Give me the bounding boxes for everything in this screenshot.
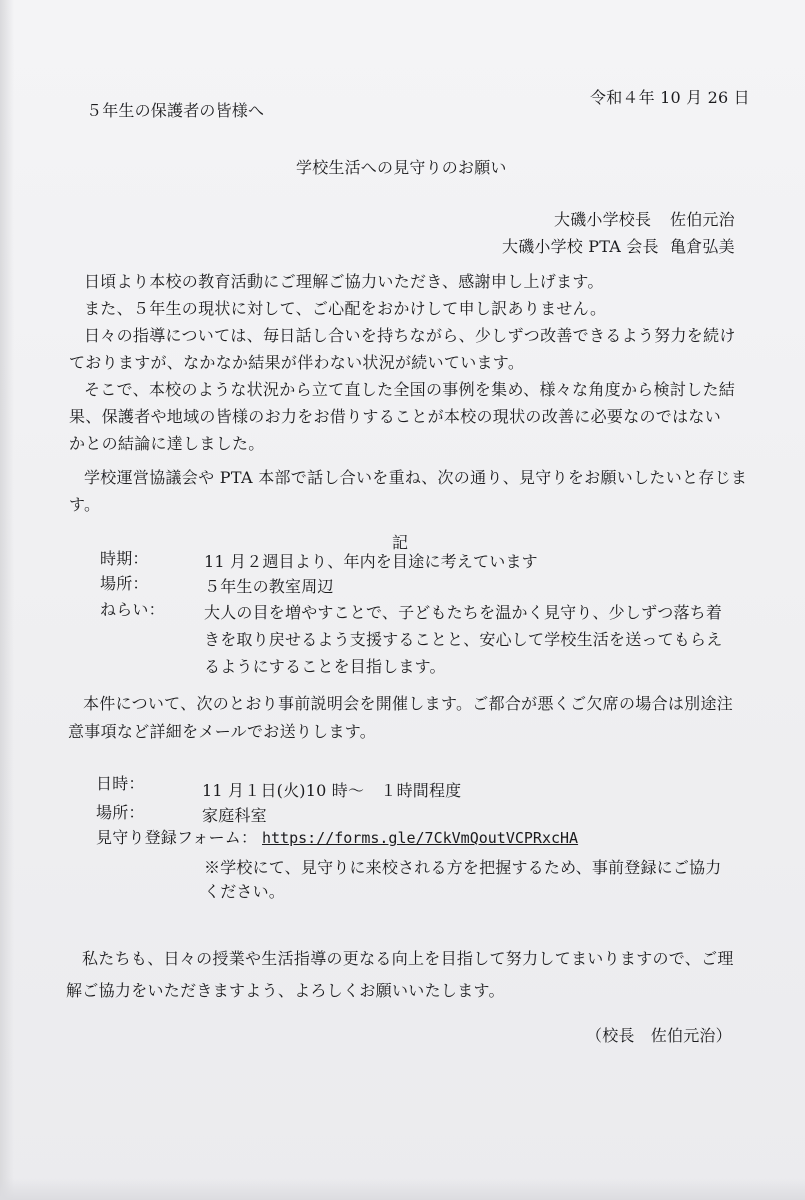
sender-principal-role: 大磯小学校長 [554,210,652,229]
aim-label: ねらい： [100,600,165,619]
briefing-place-value: 家庭科室 [202,806,267,825]
briefing-place-label: 場所： [96,803,145,822]
briefing-line: 意事項など詳細をメールでお送りします。 [68,722,377,741]
intro-line: かとの結論に達しました。 [69,434,265,453]
ki-heading: 記 [392,533,409,552]
datetime-label: 日時： [96,774,145,793]
place-label: 場所： [100,574,149,593]
aim-line: きを取り戻せるよう支援することと、安心して学校生活を送ってもらえ [204,630,723,649]
sender-principal-name: 佐伯元治 [670,210,735,229]
closing-line: 解ご協力をいただきますよう、よろしくお願いいたします。 [66,981,505,1000]
sender-pta-name: 亀倉弘美 [670,237,735,256]
issue-date: 令和４年 10 月 26 日 [590,88,750,107]
paper-shadow-left [0,0,14,1200]
intro-line: 学校運営協議会や PTA 本部で話し合いを重ね、次の通り、見守りをお願いしたいと存じま [84,468,748,487]
form-label: 見守り登録フォーム： [96,828,258,847]
closing-line: 私たちも、日々の授業や生活指導の更なる向上を目指して努力してまいりますので、ご理 [82,949,734,968]
datetime-value: 11 月１日(火)10 時～ １時間程度 [202,781,462,800]
form-note-line: ください。 [204,882,286,901]
intro-line: また、５年生の現状に対して、ご心配をおかけして申し訳ありません。 [84,299,607,318]
period-label: 時期： [100,549,149,568]
intro-line: 日頃より本校の教育活動にご理解ご協力いただき、感謝申し上げます。 [84,272,604,291]
paper-shadow-bottom [0,1178,805,1200]
form-note-line: ※学校にて、見守りに来校される方を把握するため、事前登録にご協力 [204,858,722,877]
aim-line: 大人の目を増やすことで、子どもたちを温かく見守り、少しずつ落ち着 [204,603,723,622]
intro-line: そこで、本校のような状況から立て直した全国の事例を集め、様々な角度から検討した結 [84,380,736,399]
intro-line: 日々の指導については、毎日話し合いを持ちながら、少しずつ改善できるよう努力を続け [84,326,736,345]
place-value: ５年生の教室周辺 [204,577,334,596]
recipient: ５年生の保護者の皆様へ [86,101,265,120]
period-value: 11 月２週目より、年内を目途に考えています [204,552,538,571]
intro-line: ておりますが、なかなか結果が伴わない状況が続いています。 [69,353,525,372]
letter-title: 学校生活への見守りのお願い [296,158,507,177]
signature: （校長 佐伯元治） [586,1026,732,1045]
form-url-link[interactable]: https://forms.gle/7CkVmQoutVCPRxcHA [262,829,579,847]
aim-line: るようにすることを目指します。 [204,657,446,676]
intro-line: 果、保護者や地域の皆様のお力をお借りすることが本校の現状の改善に必要なのではない [69,407,722,426]
intro-line: す。 [69,495,101,514]
sender-pta-role: 大磯小学校 PTA 会長 [502,237,659,256]
briefing-line: 本件について、次のとおり事前説明会を開催します。ご都合が悪くご欠席の場合は別途注 [83,694,734,713]
